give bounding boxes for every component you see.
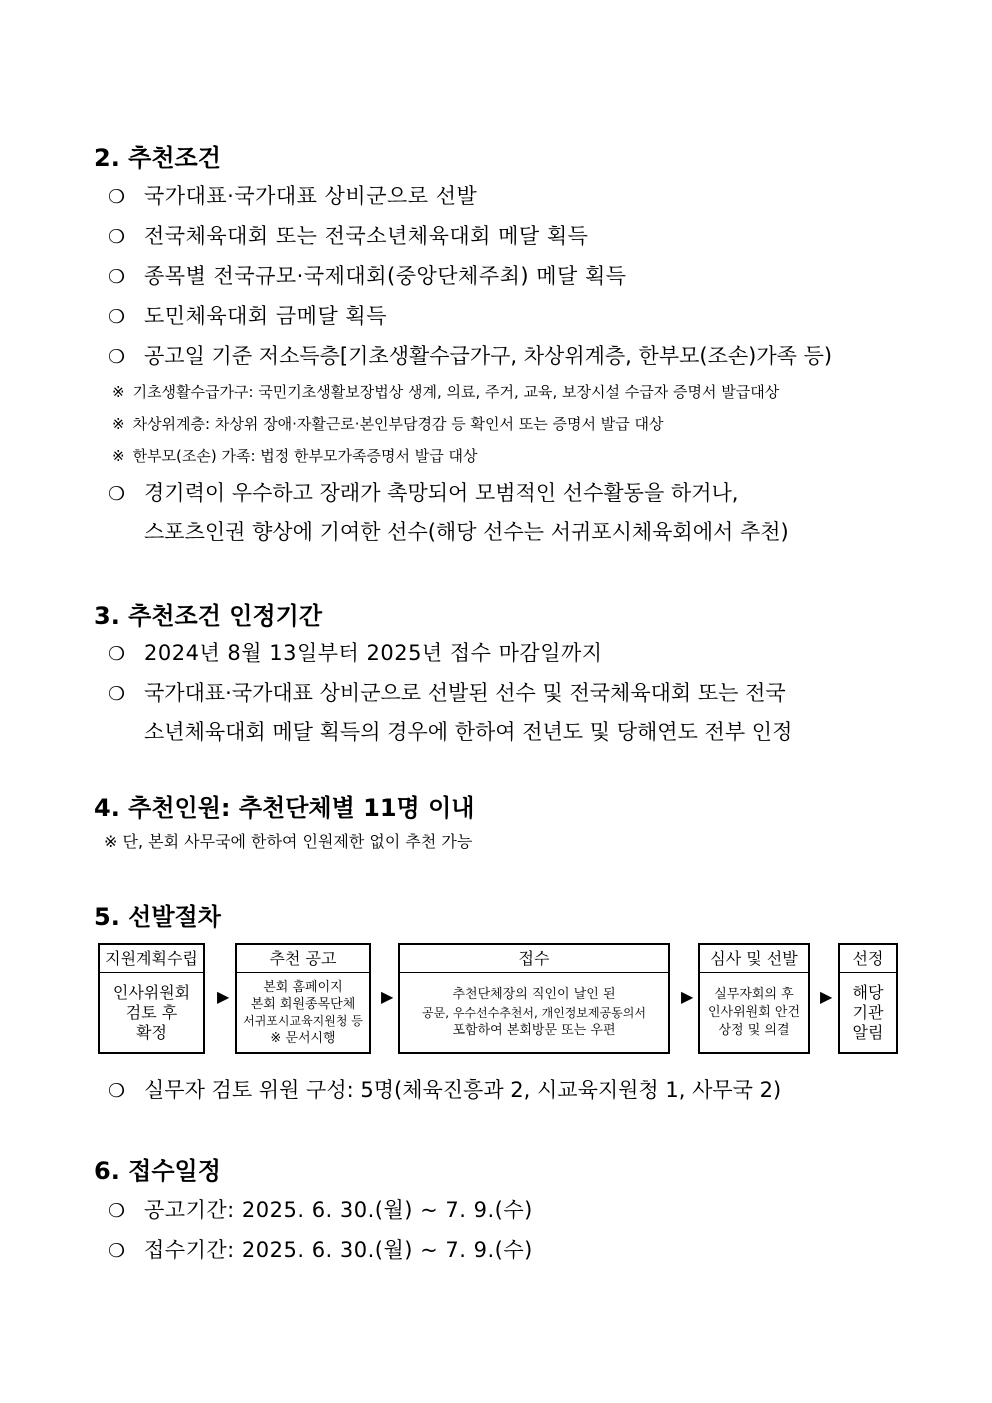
step-body: 추천단체장의 직인이 날인 된 공문, 우수선수추천서, 개인정보제공동의서 포함하여 본회방문 또는 우편: [422, 987, 646, 1038]
arrow-right-icon: ▶: [681, 987, 694, 1006]
circle-bullet-icon: ❍: [108, 1080, 126, 1102]
step-body: 해당 기관 알림: [852, 983, 884, 1042]
arrow-right-icon: ▶: [381, 987, 394, 1006]
list-item: [108, 260, 627, 290]
section-3-heading: 3. 추천조건 인정기간: [94, 602, 322, 630]
list-item-text: 2024년 8월 13일부터 2025년 접수 마감일까지: [144, 641, 603, 665]
list-item-text: 접수기간: 2025. 6. 30.(월) ~ 7. 9.(수): [144, 1238, 533, 1262]
list-item-text: 국가대표·국가대표 상비군으로 선발: [144, 184, 478, 208]
circle-bullet-icon: ❍: [108, 346, 126, 368]
step-title: 지원계획수립: [100, 945, 203, 973]
list-item: [108, 1234, 533, 1264]
list-item-text: 공고일 기준 저소득층[기초생활수급가구, 차상위계층, 한부모(조손)가족 등): [144, 344, 833, 368]
list-item: [108, 637, 603, 667]
list-item-text: 종목별 전국규모·국제대회(중앙단체주최) 메달 획득: [144, 264, 627, 288]
process-step-selection: [838, 943, 898, 1054]
section-2-heading: 2. 추천조건: [94, 144, 221, 172]
process-step-announcement: [235, 943, 371, 1054]
list-item-text: 전국체육대회 또는 전국소년체육대회 메달 획득: [144, 224, 589, 248]
section-5-heading: 5. 선발절차: [94, 903, 221, 931]
list-item-text: 공고기간: 2025. 6. 30.(월) ~ 7. 9.(수): [144, 1198, 533, 1222]
circle-bullet-icon: ❍: [108, 643, 126, 665]
process-step-submission: [398, 943, 670, 1054]
step-body: 인사위원회 검토 후 확정: [112, 983, 191, 1042]
circle-bullet-icon: ❍: [108, 1240, 126, 1262]
footnote: ※ 차상위계층: 차상위 장애·자활근로·본인부담경감 등 확인서 또는 증명서 발급 대상: [112, 415, 664, 433]
list-item-continuation: 스포츠인권 향상에 기여한 선수(해당 선수는 서귀포시체육회에서 추천): [144, 520, 789, 544]
reference-mark-icon: ※: [112, 415, 125, 433]
reference-mark-icon: ※: [112, 447, 125, 465]
step-title: 접수: [400, 945, 668, 973]
list-item-text: 국가대표·국가대표 상비군으로 선발된 선수 및 전국체육대회 또는 전국: [144, 681, 786, 705]
footnote: ※ 한부모(조손) 가족: 법정 한부모가족증명서 발급 대상: [112, 447, 478, 465]
step-body: 본회 홈페이지 본회 회원종목단체 서귀포시교육지원청 등 ※ 문서시행: [243, 980, 363, 1046]
list-item-continuation: 소년체육대회 메달 획득의 경우에 한하여 전년도 및 당해연도 전부 인정: [144, 720, 793, 744]
circle-bullet-icon: ❍: [108, 483, 126, 505]
circle-bullet-icon: ❍: [108, 226, 126, 248]
circle-bullet-icon: ❍: [108, 1200, 126, 1222]
step-body: 실무자회의 후 인사위원회 안건 상정 및 의결: [707, 987, 801, 1038]
step-title: 추천 공고: [237, 945, 369, 973]
step-title: 심사 및 선발: [700, 945, 808, 973]
footnote: ※ 기초생활수급가구: 국민기초생활보장법상 생계, 의료, 주거, 교육, 보장시설 수급자 증명서 발급대상: [112, 383, 780, 401]
process-step-review: [698, 943, 810, 1054]
arrow-right-icon: ▶: [217, 987, 230, 1006]
list-item-text: 도민체육대회 금메달 획득: [144, 304, 387, 328]
list-item: [108, 677, 786, 707]
list-item-text: 경기력이 우수하고 장래가 촉망되어 모범적인 선수활동을 하거나,: [144, 481, 739, 505]
circle-bullet-icon: ❍: [108, 683, 126, 705]
circle-bullet-icon: ❍: [108, 266, 126, 288]
list-item: [108, 300, 387, 330]
list-item: [108, 1194, 533, 1224]
footnote: ※ 단, 본회 사무국에 한하여 인원제한 없이 추천 가능: [104, 832, 473, 851]
list-item: [108, 1074, 781, 1104]
list-item: [108, 340, 832, 370]
reference-mark-icon: ※: [112, 383, 125, 401]
step-title: 선정: [840, 945, 896, 973]
section-6-heading: 6. 접수일정: [94, 1157, 221, 1185]
list-item: [108, 220, 588, 250]
list-item: [108, 477, 738, 507]
circle-bullet-icon: ❍: [108, 306, 126, 328]
list-item: [108, 180, 477, 210]
circle-bullet-icon: ❍: [108, 186, 126, 208]
process-step-planning: [98, 943, 205, 1054]
section-4-heading: 4. 추천인원: 추천단체별 11명 이내: [94, 794, 475, 822]
arrow-right-icon: ▶: [820, 987, 833, 1006]
list-item-text: 실무자 검토 위원 구성: 5명(체육진흥과 2, 시교육지원청 1, 사무국 2): [144, 1078, 782, 1102]
